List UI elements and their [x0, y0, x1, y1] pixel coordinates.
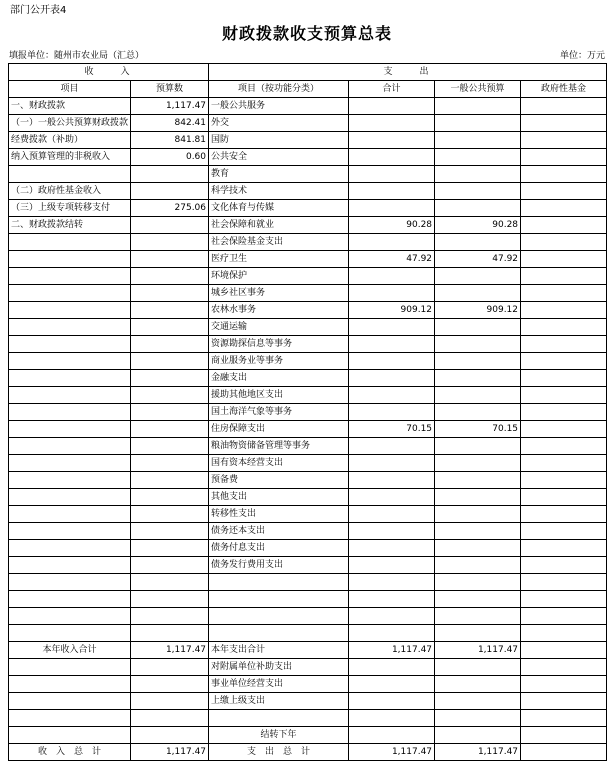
subtotal-total-value: 1,117.47: [349, 642, 435, 659]
income-item-name: [9, 438, 131, 455]
income-item-name: 一、财政拨款: [9, 98, 131, 115]
expense-general-value: [435, 115, 521, 132]
income-item-value: [131, 251, 209, 268]
total-total-value: 1,117.47: [349, 744, 435, 761]
expense-total-value: [349, 608, 435, 625]
expense-general-value: [435, 183, 521, 200]
income-item-name: [9, 557, 131, 574]
expense-general-value: [435, 455, 521, 472]
budget-table: [8, 63, 607, 761]
expense-general-value: [435, 268, 521, 285]
expense-total-value: [349, 404, 435, 421]
currency-unit: 单位：万元: [559, 51, 605, 61]
income-item-value: [131, 676, 209, 693]
expense-fund-value: [521, 591, 607, 608]
expense-total-value: [349, 234, 435, 251]
table-row: [9, 557, 607, 574]
doc-tag: 部门公开表4: [10, 5, 67, 16]
table-row: [9, 370, 607, 387]
income-item-name: [9, 387, 131, 404]
col-gov-fund: 政府性基金: [521, 81, 607, 98]
expense-item-name: 教育: [209, 166, 349, 183]
income-item-name: [9, 268, 131, 285]
expense-item-name: 医疗卫生: [209, 251, 349, 268]
table-row: [9, 676, 607, 693]
expense-item-name: 债务还本支出: [209, 523, 349, 540]
expense-total-value: [349, 557, 435, 574]
table-row: [9, 659, 607, 676]
expense-total-value: [349, 353, 435, 370]
income-item-value: [131, 217, 209, 234]
table-row: [9, 268, 607, 285]
expense-item-name: 事业单位经营支出: [209, 676, 349, 693]
expense-item-name: 住房保障支出: [209, 421, 349, 438]
income-item-name: [9, 319, 131, 336]
expense-fund-value: [521, 387, 607, 404]
expense-general-value: [435, 557, 521, 574]
expense-item-name: 金融支出: [209, 370, 349, 387]
table-row: [9, 200, 607, 217]
expense-fund-value: [521, 489, 607, 506]
expense-total-value: [349, 659, 435, 676]
expense-fund-value: [521, 268, 607, 285]
expense-general-value: [435, 523, 521, 540]
total-expense-label: 支 出 总 计: [209, 744, 349, 761]
subtotal-expense-label: 本年支出合计: [209, 642, 349, 659]
expense-fund-value: [521, 472, 607, 489]
expense-item-name: 交通运输: [209, 319, 349, 336]
income-item-name: [9, 625, 131, 642]
expense-total-value: [349, 336, 435, 353]
expense-fund-value: [521, 438, 607, 455]
expense-item-name: 其他支出: [209, 489, 349, 506]
expense-item-name: 环境保护: [209, 268, 349, 285]
table-row: [9, 523, 607, 540]
income-item-value: [131, 370, 209, 387]
total-income-label: 收 入 总 计: [9, 744, 131, 761]
group-header-row: [9, 64, 607, 81]
income-item-name: [9, 421, 131, 438]
expense-total-value: [349, 540, 435, 557]
expense-general-value: [435, 387, 521, 404]
table-row: [9, 217, 607, 234]
expense-item-name: 文化体育与传媒: [209, 200, 349, 217]
expense-general-value: [435, 319, 521, 336]
reporting-unit: 填报单位：随州市农业局（汇总）: [9, 51, 145, 61]
income-item-value: 275.06: [131, 200, 209, 217]
table-row: [9, 149, 607, 166]
table-row: [9, 319, 607, 336]
expense-fund-value: [521, 574, 607, 591]
table-row: [9, 421, 607, 438]
income-item-name: [9, 370, 131, 387]
group-header-income: 收 入: [9, 64, 209, 81]
table-row: [9, 472, 607, 489]
income-item-name: [9, 353, 131, 370]
total-income-value: 1,117.47: [131, 744, 209, 761]
table-row: [9, 625, 607, 642]
income-item-value: [131, 336, 209, 353]
income-item-value: [131, 285, 209, 302]
income-item-value: [131, 625, 209, 642]
income-item-value: [131, 659, 209, 676]
grand-total-row: [9, 744, 607, 761]
income-item-name: （三）上级专项转移支付: [9, 200, 131, 217]
expense-general-value: [435, 353, 521, 370]
expense-total-value: [349, 591, 435, 608]
expense-general-value: [435, 285, 521, 302]
expense-item-name: 国有资本经营支出: [209, 455, 349, 472]
income-item-name: [9, 659, 131, 676]
income-item-value: [131, 540, 209, 557]
expense-fund-value: [521, 693, 607, 710]
expense-fund-value: [521, 319, 607, 336]
income-item-name: （一）一般公共预算财政拨款: [9, 115, 131, 132]
income-item-name: [9, 506, 131, 523]
expense-total-value: [349, 472, 435, 489]
expense-general-value: [435, 506, 521, 523]
expense-general-value: [435, 710, 521, 727]
table-row: [9, 115, 607, 132]
expense-item-name: [209, 710, 349, 727]
table-row: [9, 710, 607, 727]
expense-total-value: [349, 506, 435, 523]
expense-total-value: [349, 370, 435, 387]
expense-total-value: [349, 98, 435, 115]
expense-general-value: [435, 98, 521, 115]
income-item-value: [131, 234, 209, 251]
expense-fund-value: [521, 132, 607, 149]
expense-item-name: 预备费: [209, 472, 349, 489]
expense-item-name: 农林水事务: [209, 302, 349, 319]
expense-item-name: [209, 574, 349, 591]
income-item-value: [131, 523, 209, 540]
income-item-name: [9, 523, 131, 540]
expense-total-value: [349, 132, 435, 149]
expense-fund-value: [521, 98, 607, 115]
expense-general-value: [435, 370, 521, 387]
expense-item-name: 粮油物资储备管理等事务: [209, 438, 349, 455]
table-row: [9, 438, 607, 455]
table-row: [9, 336, 607, 353]
expense-general-value: [435, 608, 521, 625]
income-item-value: [131, 591, 209, 608]
table-row: [9, 404, 607, 421]
expense-general-value: 90.28: [435, 217, 521, 234]
expense-fund-value: [521, 625, 607, 642]
expense-fund-value: [521, 659, 607, 676]
table-row: [9, 693, 607, 710]
income-item-name: [9, 574, 131, 591]
table-row: [9, 353, 607, 370]
income-item-value: [131, 489, 209, 506]
expense-total-value: [349, 166, 435, 183]
income-item-value: [131, 506, 209, 523]
expense-total-value: [349, 115, 435, 132]
table-row: [9, 455, 607, 472]
expense-fund-value: [521, 421, 607, 438]
income-item-value: [131, 710, 209, 727]
expense-total-value: [349, 676, 435, 693]
table-row: [9, 608, 607, 625]
expense-fund-value: [521, 523, 607, 540]
expense-total-value: 90.28: [349, 217, 435, 234]
expense-fund-value: [521, 353, 607, 370]
income-item-value: [131, 183, 209, 200]
expense-general-value: [435, 438, 521, 455]
income-item-name: [9, 234, 131, 251]
income-item-name: [9, 676, 131, 693]
expense-item-name: 一般公共服务: [209, 98, 349, 115]
table-row: [9, 506, 607, 523]
total-general-value: 1,117.47: [435, 744, 521, 761]
col-expense-item: 项目（按功能分类）: [209, 81, 349, 98]
expense-item-name: [209, 608, 349, 625]
expense-fund-value: [521, 676, 607, 693]
expense-fund-value: [521, 506, 607, 523]
expense-general-value: [435, 200, 521, 217]
expense-general-value: [435, 472, 521, 489]
income-item-value: [131, 387, 209, 404]
subtotal-general-value: 1,117.47: [435, 642, 521, 659]
income-item-name: （二）政府性基金收入: [9, 183, 131, 200]
meta-row: [8, 48, 606, 63]
table-row: [9, 251, 607, 268]
expense-fund-value: [521, 540, 607, 557]
expense-item-name: 外交: [209, 115, 349, 132]
expense-fund-value: [521, 166, 607, 183]
expense-fund-value: [521, 608, 607, 625]
expense-total-value: [349, 285, 435, 302]
income-item-value: [131, 727, 209, 744]
expense-total-value: [349, 268, 435, 285]
expense-general-value: [435, 540, 521, 557]
expense-item-name: 转移性支出: [209, 506, 349, 523]
expense-fund-value: [521, 727, 607, 744]
income-item-value: 842.41: [131, 115, 209, 132]
table-row: [9, 489, 607, 506]
expense-total-value: [349, 710, 435, 727]
expense-total-value: 47.92: [349, 251, 435, 268]
expense-item-name: 结转下年: [209, 727, 349, 744]
income-item-name: [9, 727, 131, 744]
expense-item-name: 社会保障和就业: [209, 217, 349, 234]
expense-item-name: 对附属单位补助支出: [209, 659, 349, 676]
expense-fund-value: [521, 115, 607, 132]
income-item-value: [131, 455, 209, 472]
expense-total-value: [349, 387, 435, 404]
income-item-value: [131, 353, 209, 370]
group-header-expense: 支 出: [209, 64, 607, 81]
page-title: 财政拨款收支预算总表: [221, 24, 392, 43]
expense-total-value: [349, 693, 435, 710]
expense-general-value: [435, 234, 521, 251]
table-row: [9, 285, 607, 302]
table-row: [9, 574, 607, 591]
expense-general-value: [435, 489, 521, 506]
income-item-value: [131, 268, 209, 285]
income-item-value: [131, 608, 209, 625]
income-item-value: [131, 421, 209, 438]
income-item-value: [131, 302, 209, 319]
expense-general-value: [435, 727, 521, 744]
income-item-name: [9, 404, 131, 421]
total-fund-value: [521, 744, 607, 761]
expense-general-value: [435, 574, 521, 591]
expense-total-value: [349, 149, 435, 166]
expense-total-value: [349, 438, 435, 455]
expense-item-name: [209, 625, 349, 642]
expense-general-value: 909.12: [435, 302, 521, 319]
table-row: [9, 727, 607, 744]
expense-general-value: [435, 591, 521, 608]
income-item-value: [131, 574, 209, 591]
income-item-name: [9, 608, 131, 625]
income-item-name: 二、财政拨款结转: [9, 217, 131, 234]
expense-general-value: [435, 659, 521, 676]
table-row: [9, 540, 607, 557]
expense-general-value: [435, 166, 521, 183]
expense-item-name: 资源勘探信息等事务: [209, 336, 349, 353]
income-item-name: [9, 285, 131, 302]
income-item-value: [131, 166, 209, 183]
column-header-row: [9, 81, 607, 98]
expense-general-value: [435, 693, 521, 710]
expense-fund-value: [521, 200, 607, 217]
table-row: [9, 387, 607, 404]
expense-item-name: 社会保险基金支出: [209, 234, 349, 251]
income-item-name: [9, 166, 131, 183]
expense-item-name: 城乡社区事务: [209, 285, 349, 302]
expense-total-value: 909.12: [349, 302, 435, 319]
subtotal-row: [9, 642, 607, 659]
col-total: 合计: [349, 81, 435, 98]
expense-fund-value: [521, 285, 607, 302]
expense-general-value: [435, 149, 521, 166]
income-item-name: 纳入预算管理的非税收入: [9, 149, 131, 166]
income-item-name: [9, 472, 131, 489]
expense-item-name: 债务发行费用支出: [209, 557, 349, 574]
income-item-value: 1,117.47: [131, 98, 209, 115]
income-item-value: 841.81: [131, 132, 209, 149]
table-row: [9, 234, 607, 251]
table-row: [9, 132, 607, 149]
subtotal-income-value: 1,117.47: [131, 642, 209, 659]
expense-item-name: 公共安全: [209, 149, 349, 166]
expense-item-name: 国防: [209, 132, 349, 149]
expense-fund-value: [521, 234, 607, 251]
income-item-name: [9, 302, 131, 319]
expense-fund-value: [521, 370, 607, 387]
expense-item-name: 上缴上级支出: [209, 693, 349, 710]
expense-fund-value: [521, 302, 607, 319]
income-item-name: [9, 591, 131, 608]
income-item-name: 经费拨款（补助）: [9, 132, 131, 149]
expense-total-value: [349, 625, 435, 642]
income-item-name: [9, 489, 131, 506]
table-row: [9, 302, 607, 319]
expense-total-value: [349, 319, 435, 336]
income-item-name: [9, 455, 131, 472]
table-row: [9, 166, 607, 183]
income-item-value: [131, 319, 209, 336]
expense-total-value: [349, 727, 435, 744]
income-item-value: [131, 557, 209, 574]
expense-general-value: [435, 676, 521, 693]
income-item-value: [131, 693, 209, 710]
table-row: [9, 591, 607, 608]
expense-general-value: [435, 404, 521, 421]
income-item-name: [9, 710, 131, 727]
income-item-value: [131, 404, 209, 421]
income-item-value: 0.60: [131, 149, 209, 166]
expense-fund-value: [521, 149, 607, 166]
expense-item-name: 科学技术: [209, 183, 349, 200]
expense-item-name: [209, 591, 349, 608]
income-item-name: [9, 336, 131, 353]
expense-fund-value: [521, 183, 607, 200]
expense-total-value: 70.15: [349, 421, 435, 438]
expense-fund-value: [521, 710, 607, 727]
subtotal-income-label: 本年收入合计: [9, 642, 131, 659]
expense-fund-value: [521, 251, 607, 268]
expense-general-value: [435, 132, 521, 149]
expense-fund-value: [521, 455, 607, 472]
expense-total-value: [349, 455, 435, 472]
expense-total-value: [349, 200, 435, 217]
expense-fund-value: [521, 217, 607, 234]
col-income-item: 项目: [9, 81, 131, 98]
income-item-name: [9, 251, 131, 268]
expense-total-value: [349, 489, 435, 506]
income-item-value: [131, 438, 209, 455]
table-row: [9, 98, 607, 115]
table-row: [9, 183, 607, 200]
expense-general-value: 47.92: [435, 251, 521, 268]
expense-item-name: 商业服务业等事务: [209, 353, 349, 370]
subtotal-fund-value: [521, 642, 607, 659]
expense-fund-value: [521, 336, 607, 353]
expense-item-name: 债务付息支出: [209, 540, 349, 557]
expense-general-value: 70.15: [435, 421, 521, 438]
expense-item-name: 国土海洋气象等事务: [209, 404, 349, 421]
income-item-name: [9, 540, 131, 557]
expense-general-value: [435, 625, 521, 642]
income-item-value: [131, 472, 209, 489]
expense-total-value: [349, 183, 435, 200]
expense-total-value: [349, 574, 435, 591]
col-general-public: 一般公共预算: [435, 81, 521, 98]
expense-total-value: [349, 523, 435, 540]
col-income-budget: 预算数: [131, 81, 209, 98]
expense-general-value: [435, 336, 521, 353]
expense-fund-value: [521, 557, 607, 574]
expense-fund-value: [521, 404, 607, 421]
expense-item-name: 援助其他地区支出: [209, 387, 349, 404]
income-item-name: [9, 693, 131, 710]
